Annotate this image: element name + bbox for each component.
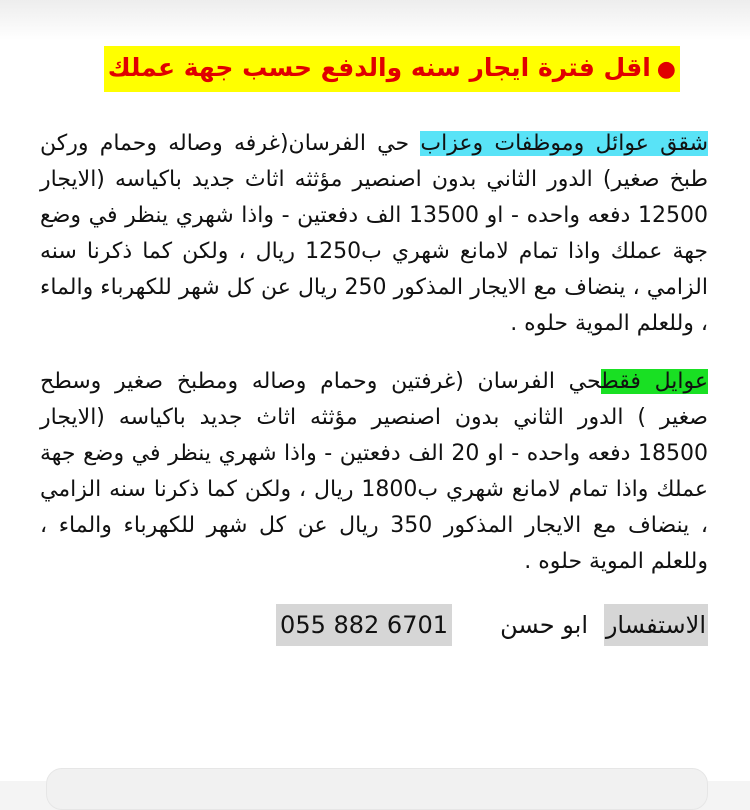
listing-1: [40, 126, 708, 342]
document-body: [40, 46, 708, 648]
listing-2-tag: عوايل فقط: [601, 369, 709, 394]
listing-1-tag: شقق عوائل وموظفات وعزاب: [420, 131, 708, 156]
bullet-icon: ●: [656, 57, 676, 82]
title-line: [40, 46, 680, 106]
listing-2: [40, 364, 708, 580]
bottom-card: [46, 768, 708, 810]
title-highlight: [104, 46, 680, 92]
top-shadow: [0, 0, 750, 40]
contact-line: [40, 604, 708, 648]
contact-name: ابو حسن: [500, 611, 588, 639]
listing-2-text: حي الفرسان (غرفتين وحمام وصاله ومطبخ صغير وسطح صغير ) الدور الثاني بدون اصنصير مؤثثه اثاث جديد باكياسه (الايجار 18500 دفعه واحده - او 20 الف دفعتين - واذا شهري ينظر في وضع جهة عملك واذا تمام لامانع شهري ب1800 ريال ، ولكن كما ذكرنا سنه الزامي ، ينضاف مع الايجار المذكور 350 ريال عن كل شهر للكهرباء والماء ، وللعلم الموية حلوه .: [40, 369, 708, 574]
listing-1-text: حي الفرسان(غرفه وصاله وحمام وركن طبخ صغير) الدور الثاني بدون اصنصير مؤثثه اثاث جديد باكياسه (الايجار 12500 دفعه واحده - او 13500 الف دفعتين - واذا شهري ينظر في وضع جهة عملك واذا تمام لامانع شهري ب1250 ريال ، ولكن كما ذكرنا سنه الزامي ، ينضاف مع الايجار المذكور 250 ريال عن كل شهر للكهرباء والماء ، وللعلم الموية حلوه .: [40, 131, 708, 336]
contact-phone[interactable]: 055 882 6701: [276, 604, 452, 646]
page-title: اقل فترة ايجار سنه والدفع حسب جهة عملك: [107, 53, 651, 82]
contact-label: الاستفسار: [604, 604, 708, 646]
